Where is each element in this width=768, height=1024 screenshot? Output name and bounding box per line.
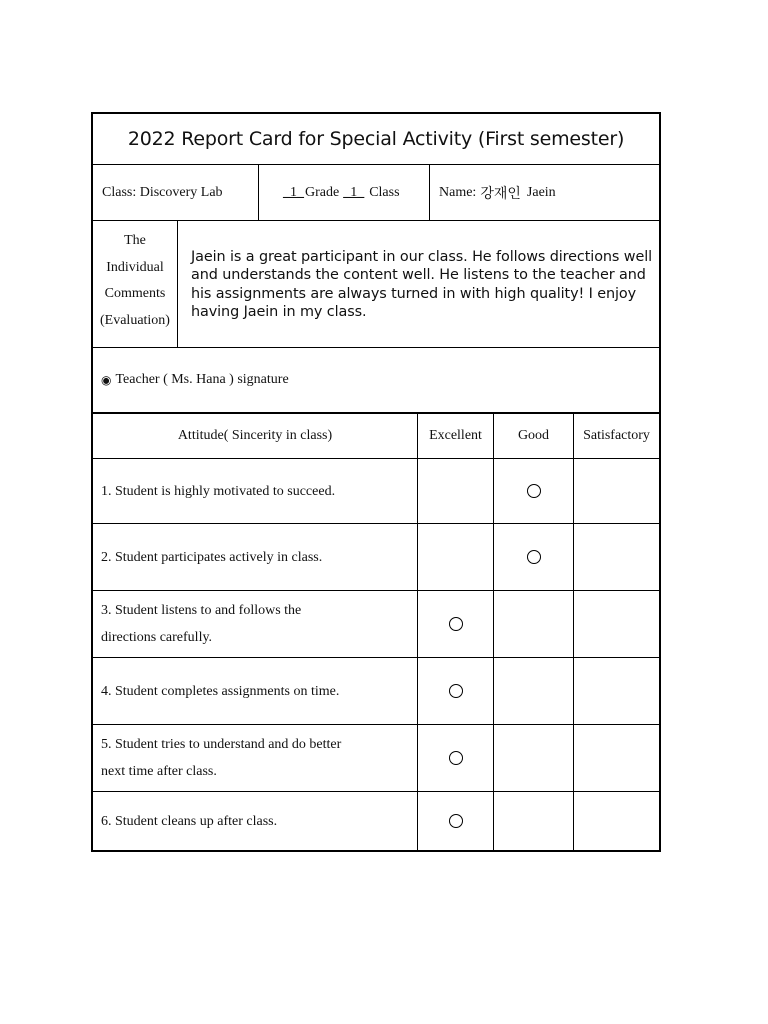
table-row	[93, 591, 659, 658]
name-english: Jaein	[526, 184, 556, 200]
circle-mark-icon	[449, 751, 463, 765]
title-row	[93, 114, 659, 165]
comments-row	[93, 221, 659, 348]
rating-cell-excellent	[418, 725, 494, 791]
circle-mark-icon	[449, 814, 463, 828]
table-row	[93, 658, 659, 725]
bullet-icon: ◉	[101, 373, 112, 387]
column-header: Attitude( Sincerity in class)	[93, 414, 418, 458]
table-row	[93, 524, 659, 591]
circle-mark-icon	[449, 684, 463, 698]
rating-cell-excellent	[418, 658, 494, 724]
class-word: Class	[369, 184, 400, 200]
rating-cell-excellent	[418, 459, 494, 523]
info-row	[93, 165, 659, 221]
name-label: Name:	[439, 184, 477, 200]
grade-label: Grade	[305, 184, 340, 200]
report-title: 2022 Report Card for Special Activity (First semester)	[127, 128, 625, 150]
table-row	[93, 792, 659, 850]
attitude-item-text: 2. Student participates actively in class.	[93, 524, 418, 590]
rating-cell-satisfactory	[574, 792, 659, 850]
rating-cell-good	[494, 658, 574, 724]
name-cell	[430, 165, 659, 220]
attitude-item-text: 4. Student completes assignments on time.	[93, 658, 418, 724]
rating-cell-satisfactory	[574, 591, 659, 657]
attitude-item-line: 3. Student listens to and follows the	[101, 603, 302, 618]
rating-cell-good	[494, 591, 574, 657]
rating-cell-satisfactory	[574, 725, 659, 791]
column-header: Excellent	[418, 414, 494, 458]
table-row	[93, 459, 659, 524]
rating-cell-good	[494, 792, 574, 850]
circle-mark-icon	[527, 550, 541, 564]
rating-cell-satisfactory	[574, 658, 659, 724]
signature-row	[93, 348, 659, 414]
comments-text: Jaein is a great participant in our class. He follows directions well and understands the content well. He listens to the teacher and his assignments are always turned in with high quality! I enjoy having Jaein in my class.	[191, 249, 653, 320]
attitude-item-line: directions carefully.	[101, 630, 213, 645]
rating-cell-good	[494, 459, 574, 523]
grade-cell	[259, 165, 430, 220]
comments-label-line: The	[124, 233, 146, 248]
column-header: Good	[494, 414, 574, 458]
class-cell	[93, 165, 259, 220]
rating-cell-good	[494, 725, 574, 791]
circle-mark-icon	[527, 484, 541, 498]
class-label: Class: Discovery Lab	[102, 184, 223, 200]
rating-cell-excellent	[418, 524, 494, 590]
attitude-item-text: 6. Student cleans up after class.	[93, 792, 418, 850]
attitude-item-text	[93, 591, 418, 657]
class-number-value: _1_	[343, 184, 365, 200]
circle-mark-icon	[449, 617, 463, 631]
name-korean: 강재인	[480, 185, 521, 202]
attitude-item-line: next time after class.	[101, 764, 217, 779]
rating-cell-satisfactory	[574, 459, 659, 523]
attitude-item-text: 1. Student is highly motivated to succeed.	[93, 459, 418, 523]
rating-cell-satisfactory	[574, 524, 659, 590]
comments-label-line: Individual	[106, 259, 164, 275]
table-header-row	[93, 414, 659, 459]
attitude-item-line: 5. Student tries to understand and do better	[101, 737, 342, 752]
column-header: Satisfactory	[583, 428, 650, 443]
attitude-item-text	[93, 725, 418, 791]
signature-text: Teacher ( Ms. Hana ) signature	[115, 372, 289, 387]
rating-cell-excellent	[418, 792, 494, 850]
comments-label-line: Comments	[104, 286, 166, 301]
rating-cell-good	[494, 524, 574, 590]
grade-value: _1_	[283, 184, 304, 200]
table-row	[93, 725, 659, 792]
report-card	[91, 112, 661, 852]
rating-cell-excellent	[418, 591, 494, 657]
comments-label	[93, 221, 178, 347]
comments-label-line: (Evaluation)	[100, 312, 170, 328]
